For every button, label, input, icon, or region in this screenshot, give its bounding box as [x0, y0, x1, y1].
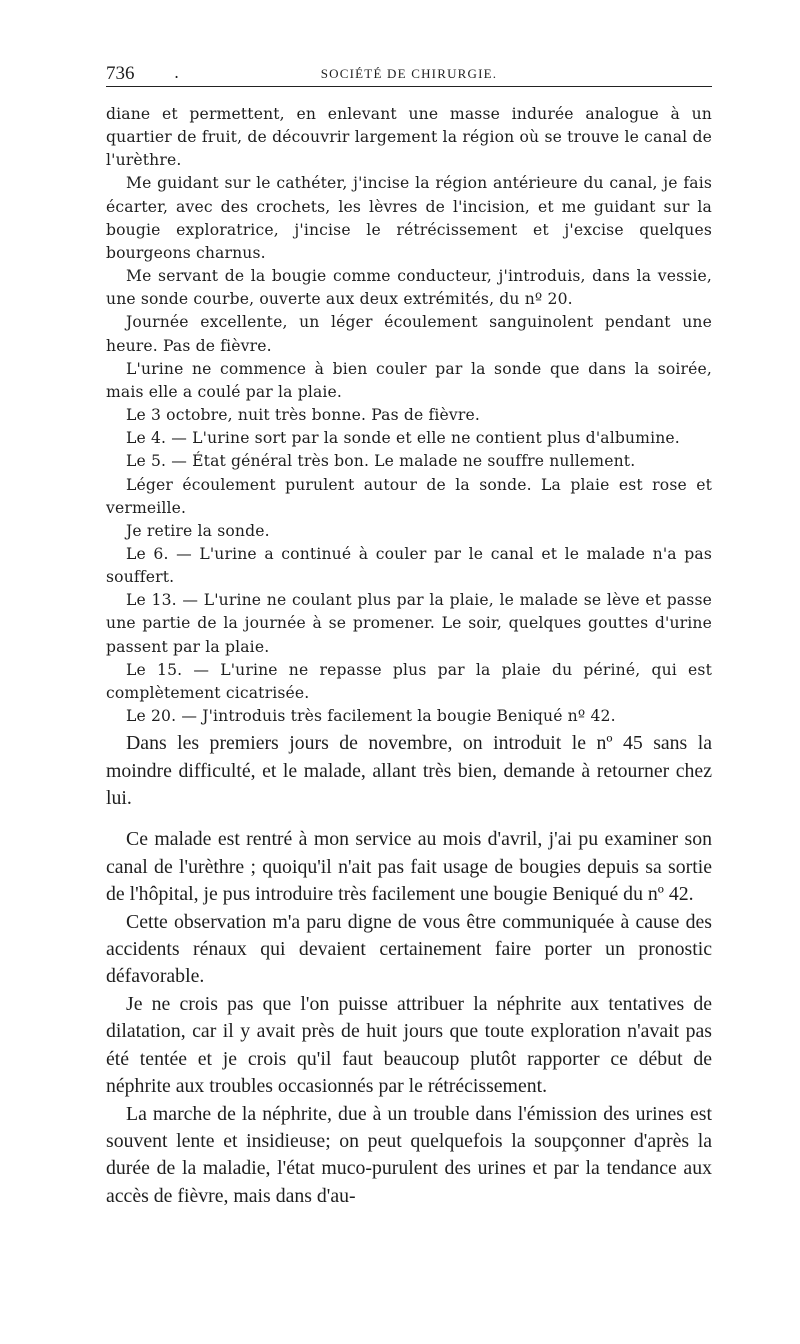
paragraph: L'urine ne commence à bien couler par la sonde que dans la soirée, mais elle a coulé par la plaie. — [106, 359, 712, 401]
paragraph: Léger écoulement purulent autour de la sonde. La plaie est rose et vermeille. — [106, 475, 712, 517]
paragraph: diane et permettent, en enlevant une masse indurée analogue à un quartier de fruit, de découvrir largement la région où se trouve le canal de l'urèthre. — [106, 105, 712, 170]
page-header — [106, 60, 712, 87]
paragraph: Me guidant sur le cathéter, j'incise la région antérieure du canal, je fais écarter, avec des crochets, les lèvres de l'incision, et me guidant sur la bougie exploratrice, j'incise le rétrécissement et j'excise quelques bourgeons charnus. — [106, 174, 712, 262]
book-page — [106, 60, 712, 1320]
paragraph: Je ne crois pas que l'on puisse attribuer la néphrite aux tentatives de dilatation, car il y avait près de huit jours que toute exploration n'avait pas été tentée et je crois qu'il faut beaucoup plutôt rapporter ce début de néphrite aux troubles occasionnés par le rétrécissement. — [106, 992, 712, 1098]
case-notes — [106, 103, 712, 728]
paragraph: Le 20. — J'introduis très facilement la bougie Beniqué nº 42. — [126, 707, 616, 726]
paragraph: Dans les premiers jours de novembre, on introduit le nº 45 sans la moindre difficulté, et le malade, allant très bien, demande à retourner chez lui. — [106, 732, 712, 810]
header-separator: . — [174, 63, 180, 82]
paragraph: Ce malade est rentré à mon service au mois d'avril, j'ai pu examiner son canal de l'urèthre ; quoiqu'il n'ait pas fait usage de bougies depuis sa sortie de l'hôpital, je pus introduire très facilement une bougie Beniqué du nº 42. — [106, 828, 712, 906]
paragraph: Le 5. — État général très bon. Le malade ne souffre nullement. — [126, 452, 636, 471]
paragraph: Cette observation m'a paru digne de vous être communiquée à cause des accidents rénaux qui devaient certainement faire porter un pronostic défavorable. — [106, 910, 712, 988]
running-title: SOCIÉTÉ DE CHIRURGIE. — [320, 66, 498, 81]
paragraph: Le 6. — L'urine a continué à couler par le canal et le malade n'a pas souffert. — [106, 544, 712, 587]
main-text — [106, 730, 712, 1210]
paragraph: La marche de la néphrite, due à un trouble dans l'émission des urines est souvent lente et insidieuse; on peut quelquefois la soupçonner d'après la durée de la maladie, l'état muco-purulent des urines et par la tendance aux accès de fièvre, mais dans d'au- — [106, 1102, 712, 1207]
paragraph: Le 13. — L'urine ne coulant plus par la plaie, le malade se lève et passe une partie de la journée à se promener. Le soir, quelques gouttes d'urine passent par la plaie. — [106, 591, 712, 656]
paragraph: Le 15. — L'urine ne repasse plus par la plaie du périné, qui est complètement cicatrisée. — [106, 660, 712, 702]
paragraph: Le 3 octobre, nuit très bonne. Pas de fièvre. — [126, 406, 480, 425]
page-number: 736 — [106, 63, 135, 84]
paragraph: Le 4. — L'urine sort par la sonde et elle ne contient plus d'albumine. — [126, 429, 680, 448]
paragraph: Me servant de la bougie comme conducteur, j'introduis, dans la vessie, une sonde courbe, ouverte aux deux extrémités, du nº 20. — [106, 267, 712, 309]
paragraph: Journée excellente, un léger écoulement sanguinolent pendant une heure. Pas de fièvre. — [106, 313, 712, 355]
paragraph: Je retire la sonde. — [126, 521, 270, 540]
